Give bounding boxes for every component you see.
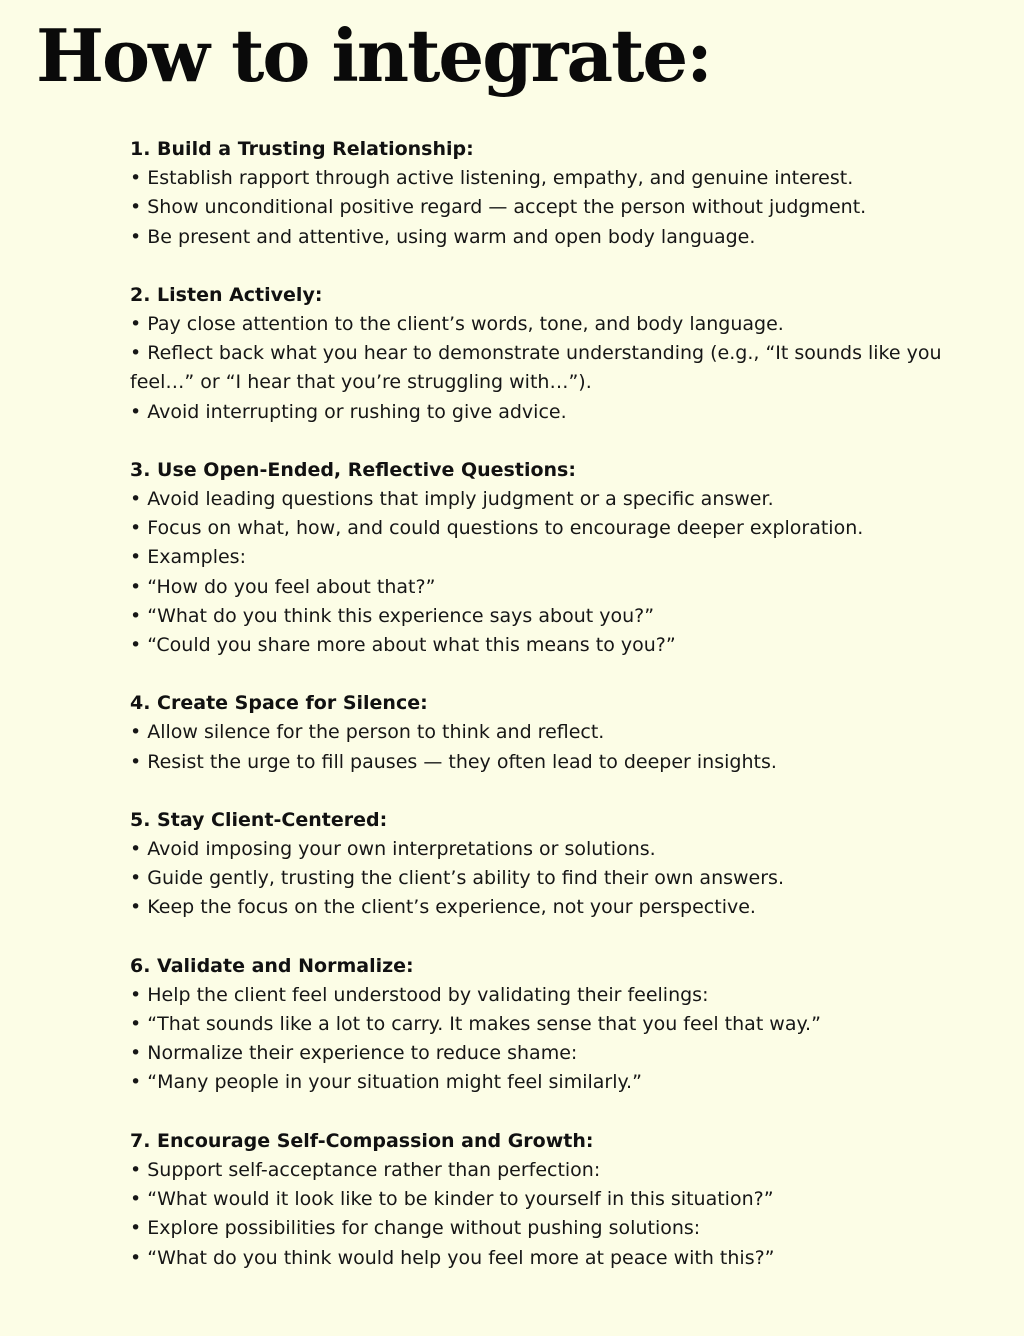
section-self-compassion [130,1127,970,1273]
bullet-list [130,164,970,252]
bullet-item: • “Many people in your situation might feel similarly.” [130,1071,642,1094]
section-heading: 1. Build a Trusting Relationship: [130,138,474,160]
bullet-item: • Avoid leading questions that imply judgment or a specific answer. [130,488,774,511]
bullet-item: • Focus on what, how, and could questions to encourage deeper exploration. [130,517,864,540]
bullet-item: • “How do you feel about that?” [130,575,436,598]
bullet-item: • Be present and attentive, using warm and open body language. [130,225,756,248]
section-validate-normalize [130,952,970,1098]
bullet-item: • Support self-acceptance rather than perfection: [130,1158,601,1181]
bullet-item: • Establish rapport through active listening, empathy, and genuine interest. [130,167,854,190]
bullet-item: • Allow silence for the person to think and reflect. [130,721,605,744]
bullet-item: • Show unconditional positive regard — accept the person without judgment. [130,196,867,219]
bullet-item: • Pay close attention to the client’s words, tone, and body language. [130,313,784,336]
bullet-list [130,835,970,923]
bullet-item: • Avoid imposing your own interpretations or solutions. [130,838,656,861]
bullet-list [130,981,970,1098]
section-open-ended-questions [130,456,970,660]
guide-content [130,135,970,1302]
section-listen-actively [130,281,970,427]
section-heading: 5. Stay Client-Centered: [130,808,388,831]
bullet-item: • Examples: [130,546,246,569]
bullet-item: • Explore possibilities for change without pushing solutions: [130,1217,701,1240]
section-trusting-relationship [130,135,970,252]
bullet-item: • Help the client feel understood by validating their feelings: [130,983,709,1006]
bullet-item: • Keep the focus on the client’s experience, not your perspective. [130,896,756,919]
page-title: How to integrate: [36,13,711,98]
section-heading: 3. Use Open-Ended, Reflective Questions: [130,458,576,481]
bullet-item: • Guide gently, trusting the client’s ability to find their own answers. [130,867,784,890]
section-heading: 7. Encourage Self-Compassion and Growth: [130,1129,594,1152]
section-heading: 2. Listen Actively: [130,283,323,306]
bullet-item: • “What do you think this experience says about you?” [130,604,655,627]
section-heading: 4. Create Space for Silence: [130,692,428,715]
bullet-item: • “What would it look like to be kinder to yourself in this situation?” [130,1188,774,1211]
section-space-for-silence [130,689,970,777]
bullet-list [130,310,970,427]
bullet-item: • “What do you think would help you feel more at peace with this?” [130,1246,775,1269]
bullet-item: • “That sounds like a lot to carry. It makes sense that you feel that way.” [130,1013,821,1036]
bullet-item: • Reflect back what you hear to demonstrate understanding (e.g., “It sounds like you feel…” or “I hear that you’re struggling with…”). [130,342,942,394]
section-client-centered [130,806,970,923]
bullet-item: • Resist the urge to fill pauses — they often lead to deeper insights. [130,750,777,773]
bullet-item: • Normalize their experience to reduce shame: [130,1042,578,1065]
bullet-list [130,485,970,660]
bullet-item: • Avoid interrupting or rushing to give advice. [130,400,567,423]
bullet-list [130,1156,970,1273]
section-heading: 6. Validate and Normalize: [130,954,414,977]
bullet-list [130,718,970,776]
bullet-item: • “Could you share more about what this means to you?” [130,634,676,657]
